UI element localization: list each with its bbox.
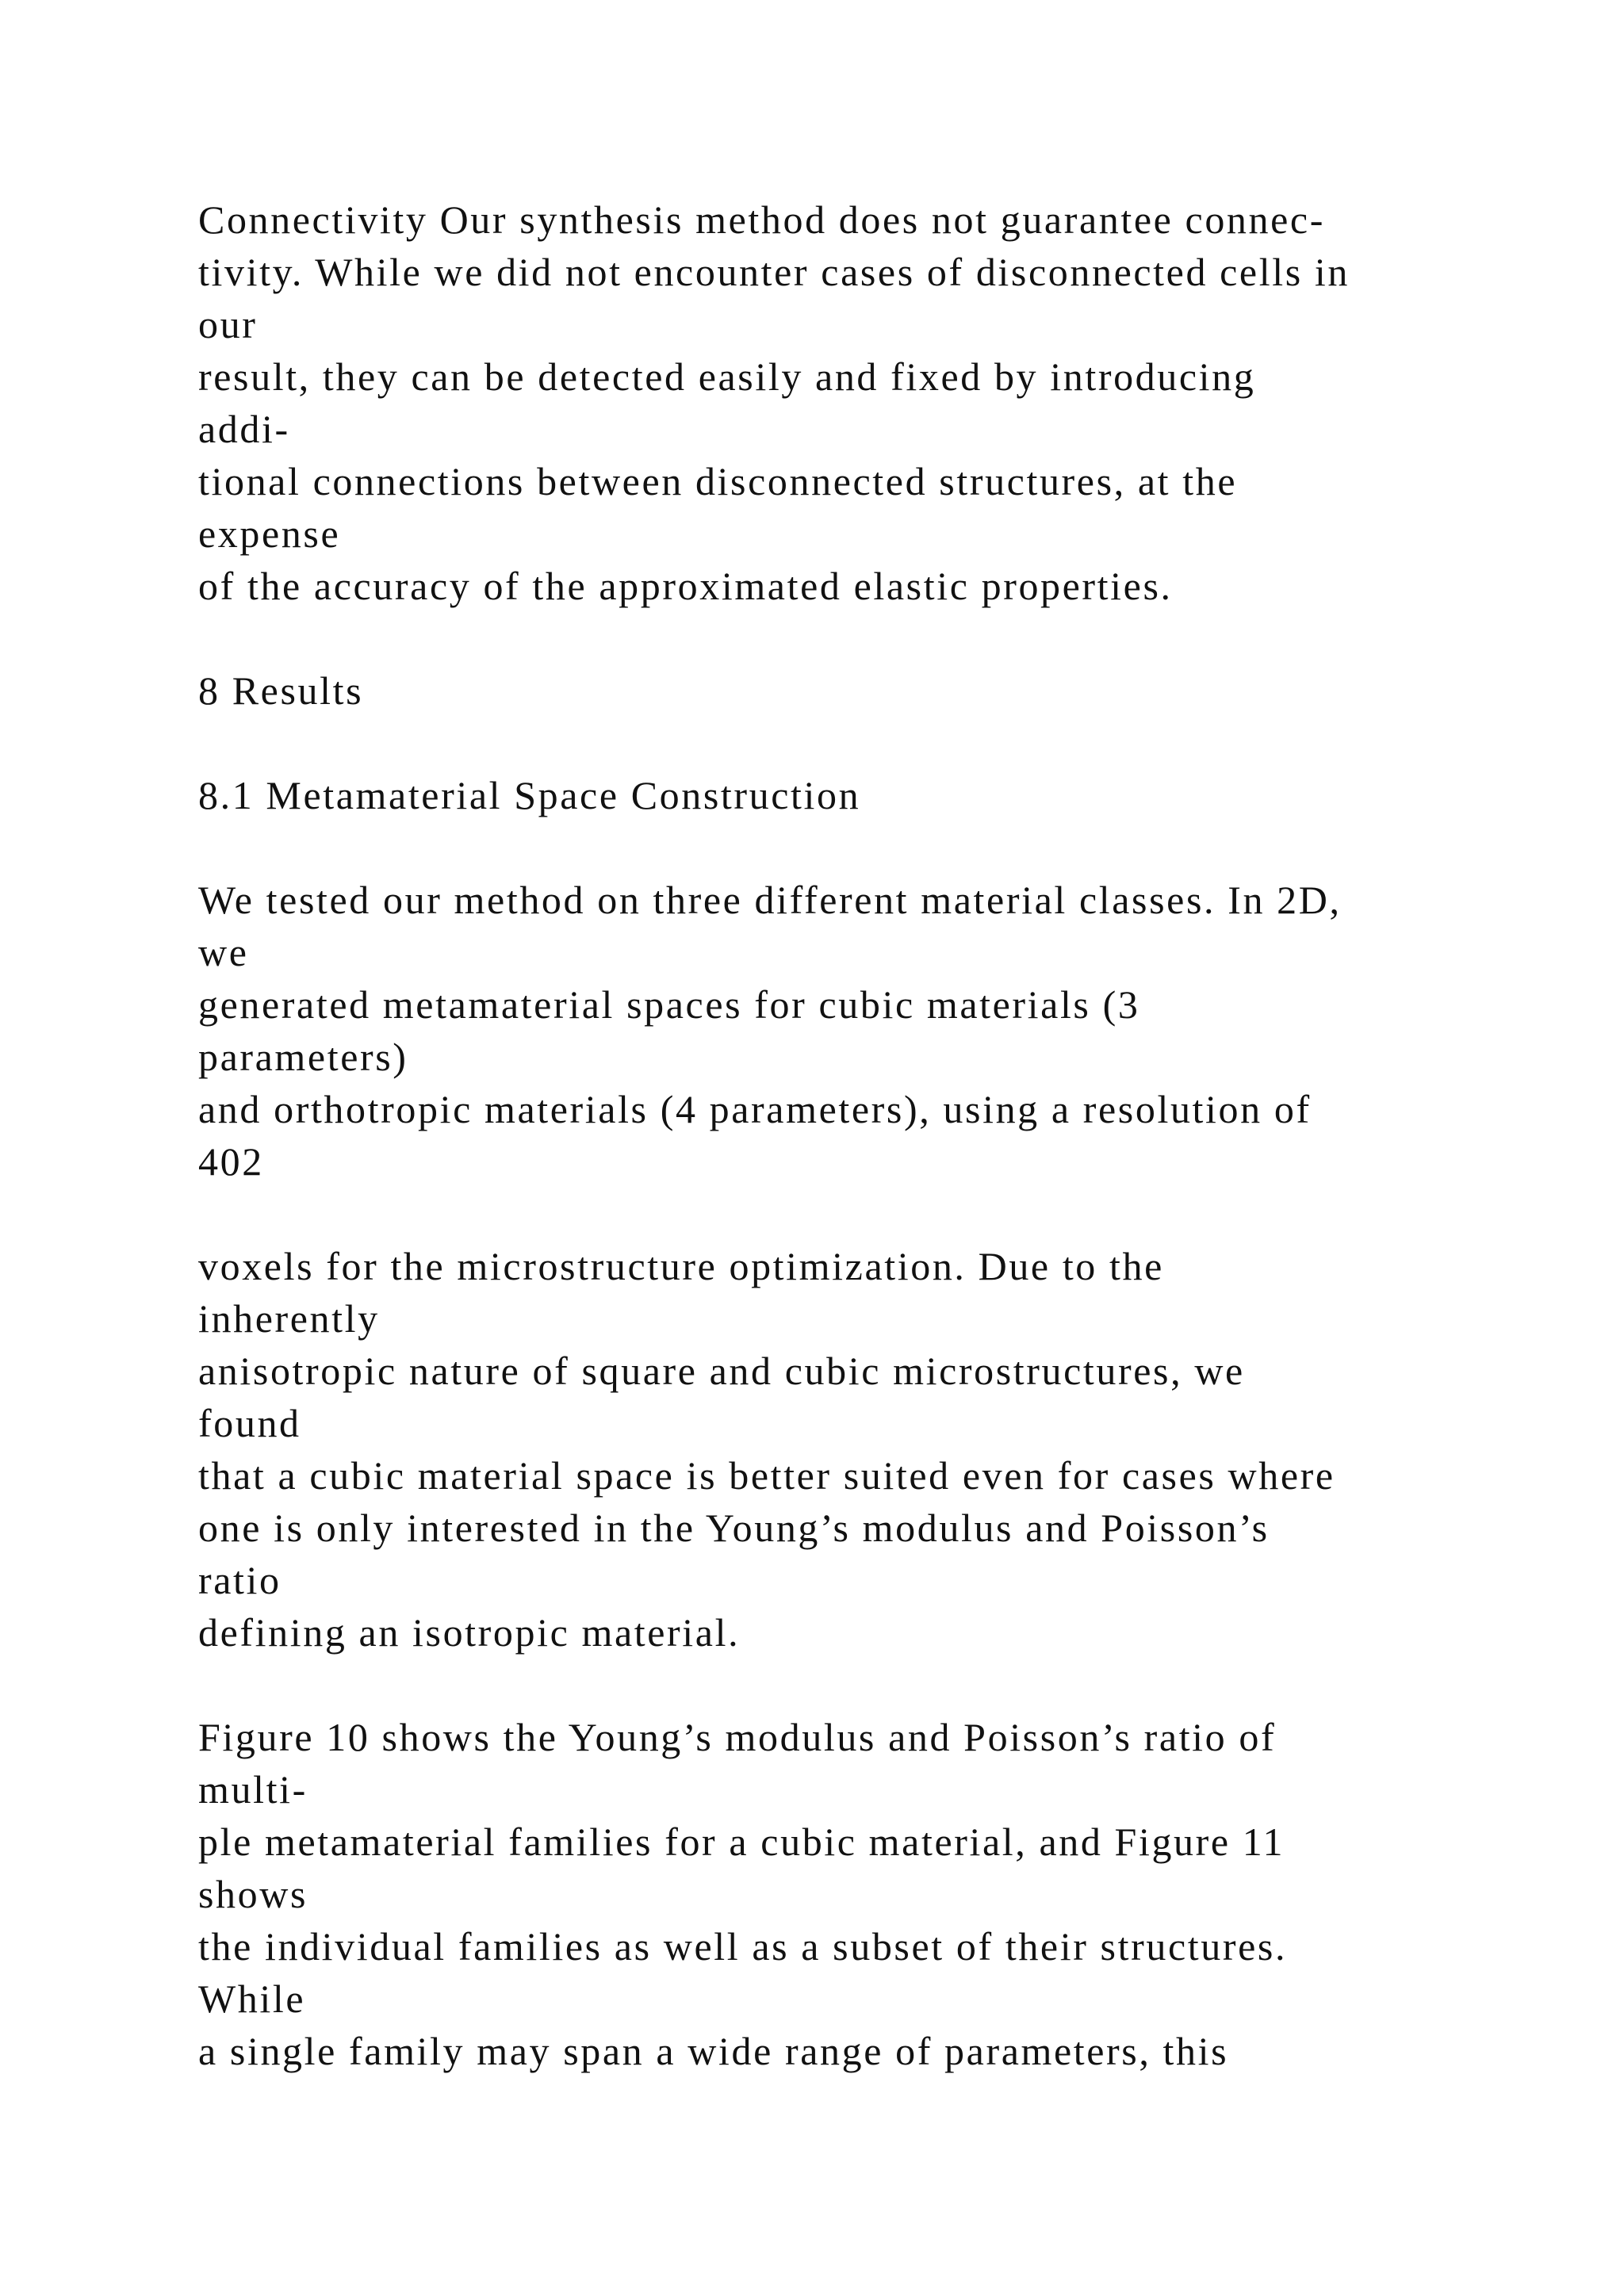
text-line: inherently	[198, 1296, 380, 1341]
text-line: a single family may span a wide range of parameters, this	[198, 2029, 1229, 2073]
text-line: Figure 10 shows the Young’s modulus and Poisson’s ratio of	[198, 1715, 1277, 1759]
text-line: tivity. While we did not encounter cases of disconnected cells in	[198, 250, 1350, 294]
subsection-heading: 8.1 Metamaterial Space Construction	[198, 773, 861, 817]
text-line: found	[198, 1401, 301, 1445]
text-line: multi-	[198, 1767, 308, 1812]
text-line: anisotropic nature of square and cubic microstructures, we	[198, 1349, 1245, 1393]
text-line: tional connections between disconnected structures, at the	[198, 459, 1238, 503]
text-line: 402	[198, 1139, 264, 1184]
text-line: addi-	[198, 407, 290, 451]
text-line: We tested our method on three different material classes. In 2D,	[198, 878, 1342, 922]
text-line: ratio	[198, 1558, 282, 1602]
text-line: Connectivity Our synthesis method does not guarantee connec-	[198, 197, 1325, 242]
text-line: While	[198, 1976, 306, 2021]
text-line: defining an isotropic material.	[198, 1610, 741, 1655]
text-line: that a cubic material space is better suited even for cases where	[198, 1453, 1335, 1498]
text-line: the individual families as well as a subset of their structures.	[198, 1924, 1288, 1969]
text-line: and orthotropic materials (4 parameters), using a resolution of	[198, 1087, 1312, 1131]
text-line: parameters)	[198, 1035, 408, 1079]
text-line: our	[198, 302, 258, 346]
text-line: of the accuracy of the approximated elastic properties.	[198, 564, 1173, 608]
text-line: shows	[198, 1872, 308, 1916]
text-line: voxels for the microstructure optimization. Due to the	[198, 1244, 1164, 1288]
text-line: one is only interested in the Young’s modulus and Poisson’s	[198, 1506, 1270, 1550]
text-line: expense	[198, 511, 341, 556]
text-line: ple metamaterial families for a cubic material, and Figure 11	[198, 1820, 1285, 1864]
section-heading: 8 Results	[198, 668, 364, 713]
text-line: generated metamaterial spaces for cubic materials (3	[198, 982, 1140, 1027]
text-line: result, they can be detected easily and fixed by introducing	[198, 354, 1256, 399]
text-line: we	[198, 930, 249, 974]
